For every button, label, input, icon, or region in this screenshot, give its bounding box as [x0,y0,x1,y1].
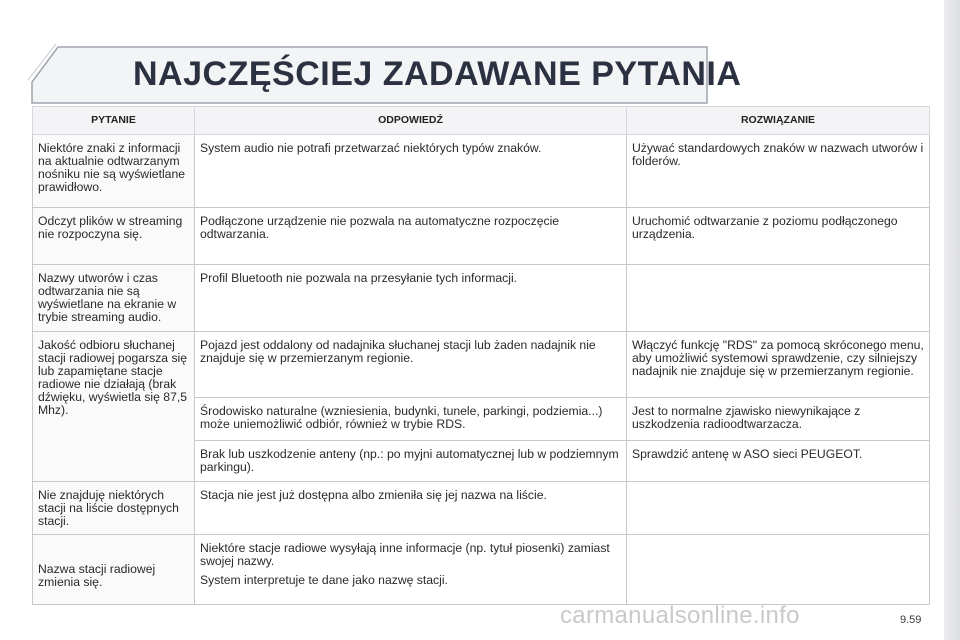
page-edge-band [944,0,960,640]
answer-cell: Środowisko naturalne (wzniesienia, budynki, tunele, parkingi, podziemia...) może uniemożliwić odbiór, również w trybie RDS. [195,398,627,441]
question-cell: Niektóre znaki z informacji na aktualnie odtwarzanym nośniku nie są wyświetlane prawidłowo. [33,135,195,208]
solution-cell: Uruchomić odtwarzanie z poziomu podłączonego urządzenia. [627,208,930,265]
answer-cell: Stacja nie jest już dostępna albo zmieniła się jej nazwa na liście. [195,482,627,535]
table-row [33,332,930,398]
question-cell: Nazwy utworów i czas odtwarzania nie są wyświetlane na ekranie w trybie streaming audio. [33,265,195,332]
table-row [33,482,930,535]
column-header-solution: ROZWIĄZANIE [627,107,930,135]
answer-line: System interpretuje te dane jako nazwę stacji. [200,573,448,587]
page-title: NAJCZĘŚCIEJ ZADAWANE PYTANIA [133,55,742,93]
answer-cell [195,535,627,605]
table-row [33,208,930,265]
table-header-row [33,107,930,135]
column-header-answer: ODPOWIEDŹ [195,107,627,135]
table-row [33,135,930,208]
solution-cell [627,265,930,332]
question-cell: Jakość odbioru słuchanej stacji radiowej pogarsza się lub zapamiętane stacje radiowe nie działają (brak dźwięku, wyświetla się 87,5 Mhz). [33,332,195,482]
table-row [33,265,930,332]
page-number: 9.59 [900,614,922,626]
solution-cell: Jest to normalne zjawisko niewynikające z uszkodzenia radioodtwarzacza. [627,398,930,441]
answer-line: Niektóre stacje radiowe wysyłają inne informacje (np. tytuł piosenki) zamiast swojej nazwy. [200,541,610,568]
answer-cell: Brak lub uszkodzenie anteny (np.: po myjni automatycznej lub w podziemnym parkingu). [195,441,627,482]
question-cell: Nazwa stacji radiowej zmienia się. [33,535,195,605]
solution-cell [627,482,930,535]
question-cell: Nie znajduję niektórych stacji na liście dostępnych stacji. [33,482,195,535]
solution-cell: Włączyć funkcję "RDS" za pomocą skróconego menu, aby umożliwić systemowi sprawdzenie, czy silniejszy nadajnik nie znajduje się w przemierzanym regionie. [627,332,930,398]
answer-cell: System audio nie potrafi przetwarzać niektórych typów znaków. [195,135,627,208]
question-cell: Odczyt plików w streaming nie rozpoczyna się. [33,208,195,265]
answer-cell: Profil Bluetooth nie pozwala na przesyłanie tych informacji. [195,265,627,332]
solution-cell: Używać standardowych znaków w nazwach utworów i folderów. [627,135,930,208]
table-row [33,535,930,605]
faq-table [32,106,930,605]
answer-cell: Podłączone urządzenie nie pozwala na automatyczne rozpoczęcie odtwarzania. [195,208,627,265]
solution-cell [627,535,930,605]
answer-cell: Pojazd jest oddalony od nadajnika słuchanej stacji lub żaden nadajnik nie znajduje się w przemierzanym regionie. [195,332,627,398]
solution-cell: Sprawdzić antenę w ASO sieci PEUGEOT. [627,441,930,482]
watermark: carmanualsonline.info [560,602,800,629]
column-header-question: PYTANIE [33,107,195,135]
